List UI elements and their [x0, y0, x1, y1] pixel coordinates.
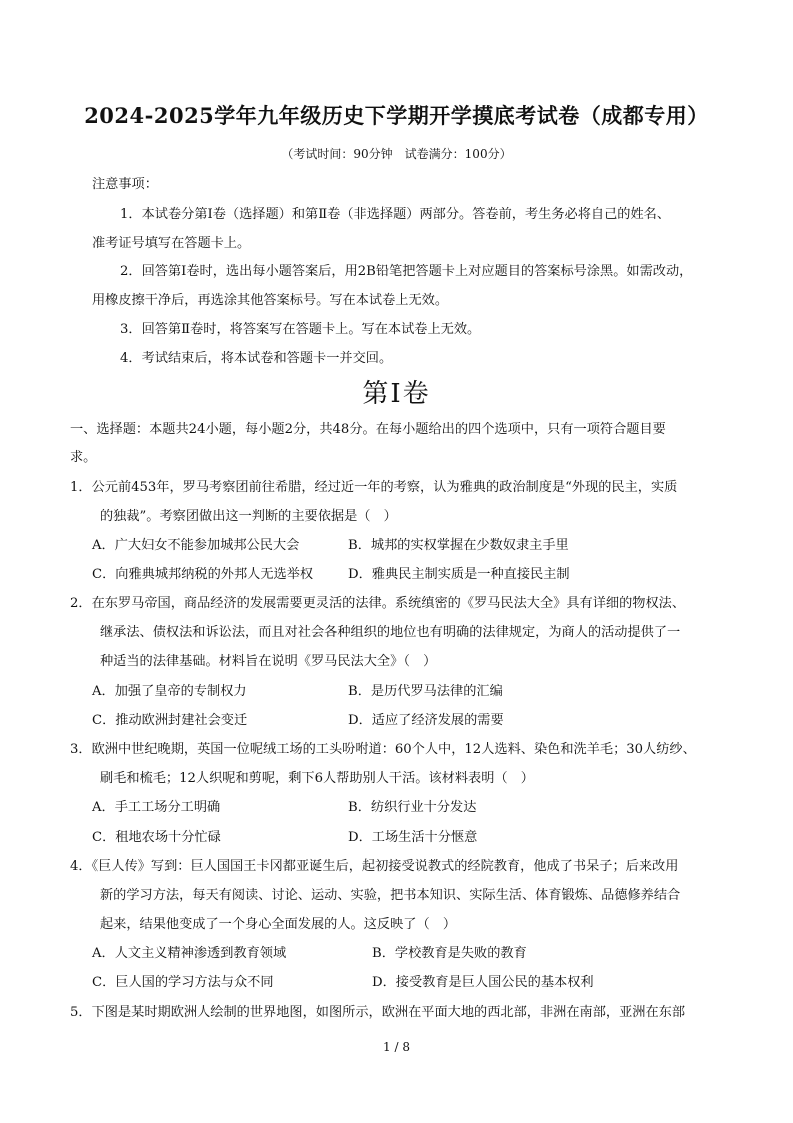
page-title: 2024-2025学年九年级历史下学期开学摸底考试卷（成都专用） — [84, 103, 709, 128]
note-1-cont: 准考证号填写在答题卡上。 — [92, 236, 251, 251]
note-1: 1．本试卷分第Ⅰ卷（选择题）和第Ⅱ卷（非选择题）两部分。答卷前，考生务必将自己的姓名、 — [120, 207, 671, 222]
q4-option-d: D．接受教育是巨人国公民的基本权利 — [372, 975, 594, 990]
q3-option-d: D．工场生活十分惬意 — [348, 830, 478, 845]
q3-option-a: A．手工工场分工明确 — [92, 800, 221, 815]
q4-option-a: A．人文主义精神渗透到教育领域 — [92, 946, 287, 961]
question-3: 3．欧洲中世纪晚期，英国一位呢绒工场的工头吩咐道：60个人中，12人选料、染色和洗羊毛；30人纺纱、 — [70, 742, 696, 757]
question-2: 2．在东罗马帝国，商品经济的发展需要更灵活的法律。系统缜密的《罗马民法大全》具有详细的物权法、 — [70, 596, 686, 611]
question-2-cont-1: 继承法、债权法和诉讼法，而且对社会各种组织的地位也有明确的法律规定，为商人的活动提供了一 — [100, 625, 681, 640]
note-2-cont: 用橡皮擦干净后，再选涂其他答案标号。写在本试卷上无效。 — [92, 293, 449, 308]
instructions-line-2: 求。 — [70, 450, 97, 465]
q4-option-c: C．巨人国的学习方法与众不同 — [92, 975, 274, 990]
question-4-cont-1: 新的学习方法，每天有阅读、讨论、运动、实验，把书本知识、实际生活、体育锻炼、品德修养结合 — [100, 888, 681, 903]
q1-option-d: D．雅典民主制实质是一种直接民主制 — [348, 567, 570, 582]
q3-option-c: C．租地农场十分忙碌 — [92, 830, 221, 845]
question-3-cont: 刷毛和梳毛；12人织呢和剪呢，剩下6人帮助别人干活。该材料表明（ ） — [100, 771, 534, 786]
question-4-cont-2: 起来，结果他变成了一个身心全面发展的人。这反映了（ ） — [100, 917, 457, 932]
question-5: 5．下图是某时期欧洲人绘制的世界地图，如图所示，欧洲在平面大地的西北部，非洲在南部，亚洲在东部 — [70, 1005, 686, 1020]
q1-option-b: B．城邦的实权掌握在少数奴隶主手里 — [348, 538, 569, 553]
question-2-cont-2: 种适当的法律基础。材料旨在说明《罗马民法大全》（ ） — [100, 654, 437, 669]
instructions-line-1: 一、选择题：本题共24小题，每小题2分，共48分。在每小题给出的四个选项中，只有一项符合题目要 — [70, 422, 666, 437]
note-4: 4．考试结束后，将本试卷和答题卡一并交回。 — [120, 351, 393, 366]
exam-info: （考试时间：90分钟 试卷满分：100分） — [281, 147, 512, 161]
question-4: 4．《巨人传》写到：巨人国国王卡冈都亚诞生后，起初接受说教式的经院教育，他成了书呆子；后来改用 — [70, 859, 679, 874]
notes-heading: 注意事项： — [92, 177, 158, 192]
section-title: 第Ⅰ卷 — [362, 379, 431, 409]
q2-option-d: D．适应了经济发展的需要 — [348, 713, 504, 728]
q2-option-b: B．是历代罗马法律的汇编 — [348, 684, 503, 699]
q3-option-b: B．纺织行业十分发达 — [348, 800, 477, 815]
page-number: 1 / 8 — [383, 1040, 410, 1054]
q2-option-a: A．加强了皇帝的专制权力 — [92, 684, 247, 699]
note-3: 3．回答第Ⅱ卷时，将答案写在答题卡上。写在本试卷上无效。 — [120, 322, 481, 337]
q4-option-b: B．学校教育是失败的教育 — [372, 946, 527, 961]
q1-option-c: C．向雅典城邦纳税的外邦人无选举权 — [92, 567, 314, 582]
question-1-cont: 的独裁”。考察团做出这一判断的主要依据是（ ） — [100, 509, 397, 524]
q2-option-c: C．推动欧洲封建社会变迁 — [92, 713, 248, 728]
question-1: 1．公元前453年，罗马考察团前往希腊，经过近一年的考察，认为雅典的政治制度是“外现的民主，实质 — [70, 480, 678, 495]
note-2: 2．回答第Ⅰ卷时，选出每小题答案后，用2B铅笔把答题卡上对应题目的答案标号涂黑。如需改动， — [120, 264, 693, 279]
q1-option-a: A．广大妇女不能参加城邦公民大会 — [92, 538, 300, 553]
